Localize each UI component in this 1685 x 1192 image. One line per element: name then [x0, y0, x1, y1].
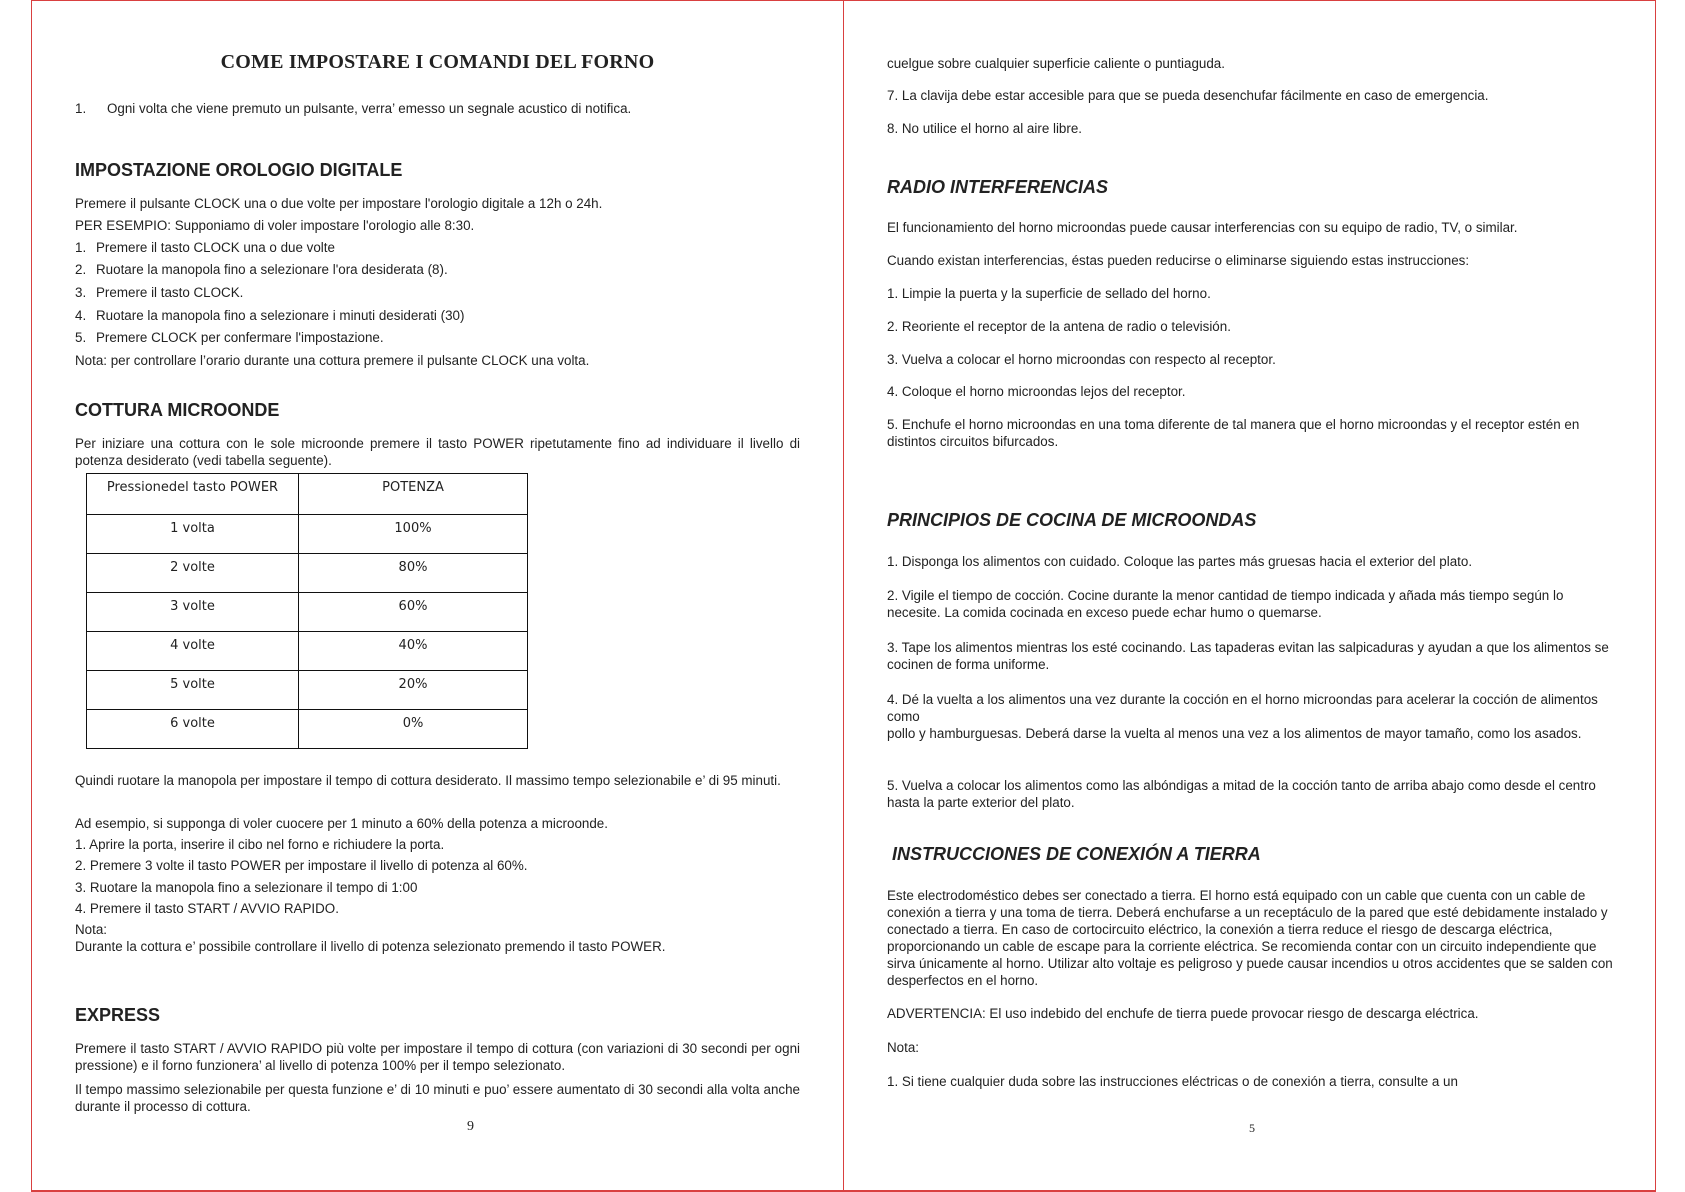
intro-item: 1. Ogni volta che viene premuto un pulsante, verra’ emesso un segnale acustico di notifica. — [75, 101, 632, 116]
table-cell: 2 volte — [87, 554, 299, 593]
micro-paragraph: Quindi ruotare la manopola per impostare il tempo di cottura desiderato. Il massimo tempo selezionabile e’ di 95 minuti. — [75, 773, 781, 788]
table-cell: 60% — [299, 593, 528, 632]
micro-note-label: Nota: — [75, 922, 108, 937]
table-row — [87, 554, 528, 593]
radio-item: 2. Reoriente el receptor de la antena de radio o televisión. — [887, 319, 1231, 334]
section-heading-tierra: INSTRUCCIONES DE CONEXIÓN A TIERRA — [892, 844, 1261, 864]
table-row — [87, 515, 528, 554]
table-row — [87, 710, 528, 749]
radio-paragraph: Cuando existan interferencias, éstas pueden reducirse o eliminarse siguiendo estas instrucciones: — [887, 253, 1470, 268]
table-row — [87, 632, 528, 671]
page-title: COME IMPOSTARE I COMANDI DEL FORNO — [220, 51, 655, 73]
principios-item: 3. Tape los alimentos mientras los esté cocinando. Las tapaderas evitan las salpicaduras y ayudan a que los alimentos se cocinen de forma uniforme. — [887, 640, 1609, 672]
radio-item: 5. Enchufe el horno microondas en una toma diferente de tal manera que el horno microondas y el receptor estén en distintos circuitos bifurcados. — [887, 417, 1580, 449]
principios-item: 2. Vigile el tiempo de cocción. Cocine durante la menor cantidad de tiempo indicada y añada más tiempo según lo necesite. La comida cocinada en exceso puede echar humo o quemarse. — [887, 588, 1564, 620]
table-cell: 100% — [299, 515, 528, 554]
tierra-note-item: 1. Si tiene cualquier duda sobre las instrucciones eléctricas o de conexión a tierra, consulte a un — [887, 1074, 1458, 1089]
clock-step: 4. Ruotare la manopola fino a selezionare i minuti desiderati (30) — [75, 308, 465, 323]
micro-paragraph: Per iniziare una cottura con le sole microonde premere il tasto POWER ripetutamente fino ad individuare il livello di potenza desiderato (vedi tabella seguente). — [75, 436, 800, 468]
clock-note: Nota: per controllare l’orario durante una cottura premere il pulsante CLOCK una volta. — [75, 353, 590, 368]
table-header: Pressionedel tasto POWER — [87, 474, 299, 515]
micro-step: 3. Ruotare la manopola fino a selezionare il tempo di 1:00 — [75, 880, 418, 895]
continued-text: cuelgue sobre cualquier superficie caliente o puntiaguda. — [887, 56, 1225, 71]
micro-note: Durante la cottura e’ possibile controllare il livello di potenza selezionato premendo il tasto POWER. — [75, 939, 666, 954]
radio-item: 3. Vuelva a colocar el horno microondas con respecto al receptor. — [887, 352, 1276, 367]
radio-item: 4. Coloque el horno microondas lejos del receptor. — [887, 384, 1186, 399]
express-paragraph: Premere il tasto START / AVVIO RAPIDO più volte per impostare il tempo di cottura (con variazioni di 30 secondi per ogni pressione) e il forno funzionera’ al livello di potenza 100% per il tempo selezionato. — [75, 1041, 800, 1073]
micro-step: 1. Aprire la porta, inserire il cibo nel forno e richiudere la porta. — [75, 837, 445, 852]
table-cell: 5 volte — [87, 671, 299, 710]
micro-step: 4. Premere il tasto START / AVVIO RAPIDO. — [75, 901, 339, 916]
clock-paragraph: Premere il pulsante CLOCK una o due volte per impostare l'orologio digitale a 12h o 24h. — [75, 196, 603, 211]
clock-step: 2. Ruotare la manopola fino a selezionare l'ora desiderata (8). — [75, 262, 448, 277]
table-header: POTENZA — [299, 474, 528, 515]
table-cell: 4 volte — [87, 632, 299, 671]
section-heading-micro: COTTURA MICROONDE — [75, 400, 280, 420]
section-heading-clock: IMPOSTAZIONE OROLOGIO DIGITALE — [75, 160, 403, 180]
radio-paragraph: El funcionamiento del horno microondas puede causar interferencias con su equipo de radio, TV, o similar. — [887, 220, 1518, 235]
power-table — [86, 473, 528, 749]
principios-item: 4. Dé la vuelta a los alimentos una vez durante la cocción en el horno microondas para acelerar la cocción de alimentos como — [887, 692, 1598, 724]
table-cell: 0% — [299, 710, 528, 749]
clock-example: PER ESEMPIO: Supponiamo di voler impostare l'orologio alle 8:30. — [75, 218, 475, 233]
table-cell: 40% — [299, 632, 528, 671]
table-cell: 20% — [299, 671, 528, 710]
list-item: 7. La clavija debe estar accesible para que se pueda desenchufar fácilmente en caso de emergencia. — [887, 88, 1489, 103]
tierra-note-label: Nota: — [887, 1040, 920, 1055]
express-paragraph: Il tempo massimo selezionabile per questa funzione e’ di 10 minuti e puo’ essere aumentato di 30 secondi alla volta anche durante il processo di cottura. — [75, 1082, 800, 1114]
page-right — [844, 0, 1656, 1190]
micro-example: Ad esempio, si supponga di voler cuocere per 1 minuto a 60% della potenza a microonde. — [75, 816, 608, 831]
table-row — [87, 671, 528, 710]
clock-step: 1. Premere il tasto CLOCK una o due volte — [75, 240, 335, 255]
clock-step: 3. Premere il tasto CLOCK. — [75, 285, 244, 300]
page-number: 5 — [1249, 1121, 1255, 1135]
clock-step: 5. Premere CLOCK per confermare l'impostazione. — [75, 330, 384, 345]
list-item: 8. No utilice el horno al aire libre. — [887, 121, 1083, 136]
micro-step: 2. Premere 3 volte il tasto POWER per impostare il livello di potenza al 60%. — [75, 858, 528, 873]
section-heading-principios: PRINCIPIOS DE COCINA DE MICROONDAS — [887, 510, 1257, 530]
principios-item: pollo y hamburguesas. Deberá darse la vuelta al menos una vez a los alimentos de mayor tamaño, como los asados. — [887, 726, 1582, 741]
table-cell: 1 volta — [87, 515, 299, 554]
page-left — [31, 0, 844, 1190]
table-cell: 80% — [299, 554, 528, 593]
table-cell: 3 volte — [87, 593, 299, 632]
table-row — [87, 593, 528, 632]
principios-item: 5. Vuelva a colocar los alimentos como las albóndigas a mitad de la cocción tanto de arriba abajo como desde el centro hasta la parte exterior del plato. — [887, 778, 1596, 810]
section-heading-express: EXPRESS — [75, 1005, 161, 1025]
table-header-row — [87, 474, 528, 515]
section-heading-radio: RADIO INTERFERENCIAS — [887, 177, 1109, 197]
radio-item: 1. Limpie la puerta y la superficie de sellado del horno. — [887, 286, 1211, 301]
principios-item: 1. Disponga los alimentos con cuidado. Coloque las partes más gruesas hacia el exterior del plato. — [887, 554, 1473, 569]
table-cell: 6 volte — [87, 710, 299, 749]
tierra-warning: ADVERTENCIA: El uso indebido del enchufe de tierra puede provocar riesgo de descarga eléctrica. — [887, 1006, 1479, 1021]
tierra-paragraph: Este electrodoméstico debes ser conectado a tierra. El horno está equipado con un cable que cuenta con un cable de conexión a tierra y una toma de tierra. Deberá enchufarse a un receptáculo de la pared que esté debidamente instalado y conectado a tierra. En caso de cortocircuito eléctrico, la conexión a tierra reduce el riesgo de descarga eléctrica, proporcionando un cable de escape para la corriente eléctrica. Se recomienda contar con un circuito independiente que sirva únicamente al horno. Utilizar alto voltaje es peligroso y puede causar incendios u otros accidentes que se salden con desperfectos en el horno. — [887, 888, 1613, 988]
page-number: 9 — [467, 1119, 474, 1134]
page-bottom-border — [31, 1190, 1656, 1192]
